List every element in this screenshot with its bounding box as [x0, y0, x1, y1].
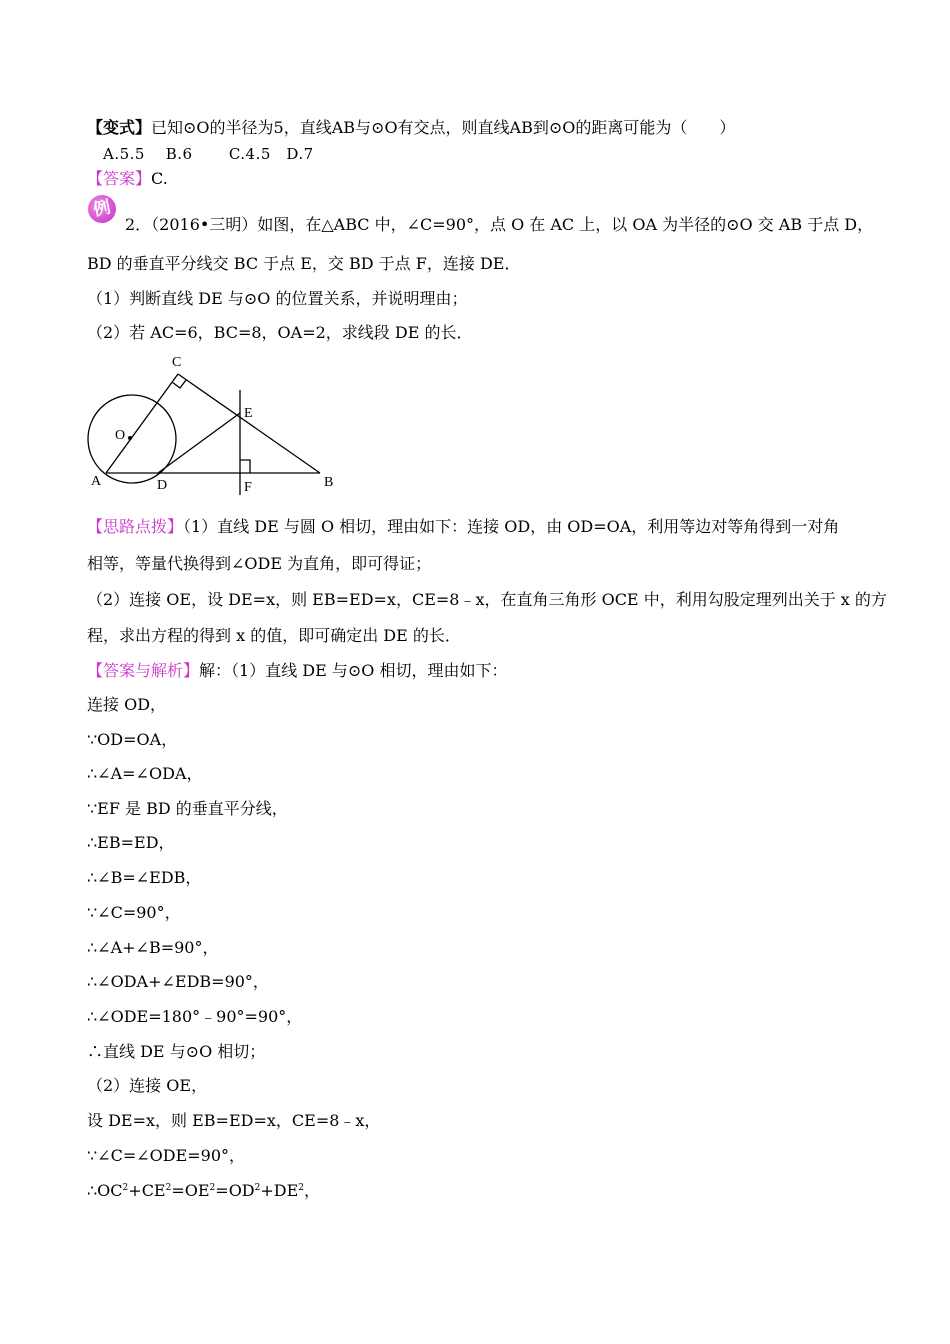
- solution-intro: [87, 660, 508, 682]
- solution-step: 设 DE=x，则 EB=ED=x，CE=8﹣x，: [87, 1111, 381, 1130]
- variant-options: A.5.5 B.6 C.4.5 D.7: [103, 145, 314, 163]
- example-question-2: （2）若 AC=6，BC=8，OA=2，求线段 DE 的长．: [87, 323, 473, 342]
- eq-exponent: 2: [165, 1183, 172, 1193]
- eq-part: =OD: [215, 1181, 255, 1200]
- geometry-figure: [80, 350, 360, 500]
- eq-exponent: 2: [209, 1183, 216, 1193]
- example-question-1: （1）判断直线 DE 与⊙O 的位置关系，并说明理由；: [87, 289, 468, 308]
- segment-ac: [106, 374, 178, 473]
- label-a: A: [91, 474, 102, 489]
- variant-tag: 【变式】: [87, 118, 152, 137]
- answer-value: C.: [151, 169, 168, 188]
- solution-step: （2）连接 OE，: [87, 1076, 208, 1095]
- label-c: C: [172, 355, 182, 370]
- answer-tag: 【答案】: [87, 169, 152, 188]
- solution-step: ∴EB=ED，: [87, 833, 175, 852]
- solution-equation: [87, 1180, 320, 1202]
- solution-step: 连接 OD，: [87, 695, 167, 714]
- example-line-1: 2．（2016•三明）如图，在△ABC 中，∠C=90°，点 O 在 AC 上，以 OA 为半径的⊙O 交 AB 于点 D，: [125, 215, 874, 234]
- hint-text-1: （1）直线 DE 与圆 O 相切，理由如下：连接 OD，由 OD=OA，利用等边对等角得到一对角: [183, 517, 840, 536]
- solution-step: ∴∠ODE=180°﹣90°=90°，: [87, 1007, 303, 1026]
- solution-step: ∴∠ODA+∠EDB=90°，: [87, 972, 269, 991]
- eq-exponent: 2: [122, 1183, 129, 1193]
- hint-tag: 【思路点拨】: [87, 517, 184, 536]
- example-badge-icon: 例: [85, 192, 118, 225]
- hint-line-1: [87, 516, 839, 538]
- eq-part: ∴OC: [87, 1181, 123, 1200]
- center-o-dot: [128, 436, 132, 440]
- hint-line-2: 相等，等量代换得到∠ODE 为直角，即可得证；: [87, 554, 432, 573]
- solution-intro-text: 解：（1）直线 DE 与⊙O 相切，理由如下：: [199, 661, 508, 680]
- solution-step: ∴∠B=∠EDB，: [87, 868, 202, 887]
- eq-part: +CE: [128, 1181, 166, 1200]
- variant-question-text: 已知⊙O的半径为5，直线AB与⊙O有交点，则直线AB到⊙O的距离可能为（ ）: [151, 118, 736, 137]
- solution-step: ∵∠C=∠ODE=90°，: [87, 1146, 246, 1165]
- label-b: B: [324, 475, 334, 490]
- example-line-2: BD 的垂直平分线交 BC 于点 E，交 BD 于点 F，连接 DE．: [87, 254, 521, 273]
- solution-step: ∵OD=OA，: [87, 730, 178, 749]
- solution-step: ∵EF 是 BD 的垂直平分线，: [87, 799, 288, 818]
- eq-part: =OE: [171, 1181, 210, 1200]
- variant-question: [87, 117, 735, 139]
- label-e: E: [244, 406, 253, 421]
- segment-de: [158, 413, 240, 473]
- segment-cb: [178, 374, 320, 473]
- eq-exponent: 2: [298, 1183, 305, 1193]
- eq-part: +DE: [260, 1181, 299, 1200]
- label-o: O: [115, 428, 126, 443]
- solution-step: ∴直线 DE 与⊙O 相切；: [87, 1042, 266, 1061]
- hint-line-4: 程，求出方程的得到 x 的值，即可确定出 DE 的长．: [87, 626, 461, 645]
- eq-part: ，: [304, 1181, 321, 1200]
- label-d: D: [157, 478, 168, 493]
- hint-line-3: （2）连接 OE，设 DE=x，则 EB=ED=x，CE=8﹣x，在直角三角形 OCE 中，利用勾股定理列出关于 x 的方: [87, 590, 887, 609]
- solution-tag: 【答案与解析】: [87, 661, 200, 680]
- solution-step: ∵∠C=90°，: [87, 903, 181, 922]
- right-angle-f: [240, 460, 250, 473]
- solution-step: ∴∠A+∠B=90°，: [87, 938, 219, 957]
- variant-answer: [87, 168, 168, 190]
- label-f: F: [244, 480, 252, 495]
- solution-step: ∴∠A=∠ODA，: [87, 764, 203, 783]
- right-angle-c: [172, 380, 186, 388]
- eq-exponent: 2: [254, 1183, 261, 1193]
